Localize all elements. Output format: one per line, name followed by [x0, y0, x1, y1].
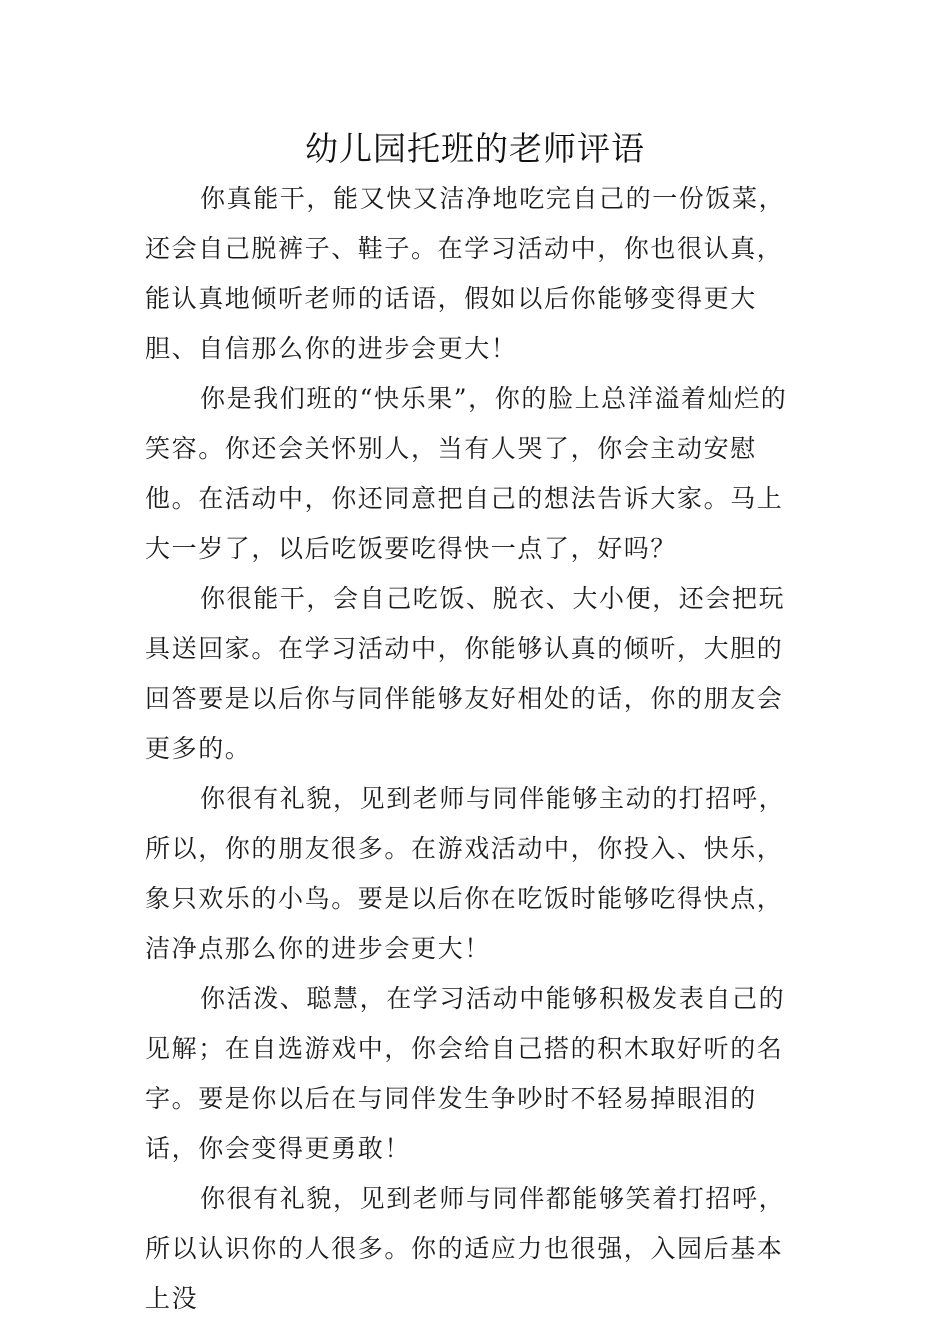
- paragraph-6: 你很有礼貌，见到老师与同伴都能够笑着打招呼，所以认识你的人很多。你的适应力也很强，入园后基本上没: [145, 1184, 786, 1313]
- document-title: 幼儿园托班的老师评语: [305, 129, 645, 168]
- paragraph-2: 你是我们班的“快乐果”，你的脸上总洋溢着灿烂的笑容。你还会关怀别人，当有人哭了，你会主动安慰他。在活动中，你还同意把自己的想法告诉大家。马上大一岁了，以后吃饭要吃得快一点了，好吗？: [145, 384, 788, 563]
- paragraph-5: 你活泼、聪慧，在学习活动中能够积极发表自己的见解；在自选游戏中，你会给自己搭的积木取好听的名字。要是你以后在与同伴发生争吵时不轻易掉眼泪的话，你会变得更勇敢！: [145, 984, 786, 1163]
- document-body: [145, 174, 805, 1324]
- paragraph-1: 你真能干，能又快又洁净地吃完自己的一份饭菜，还会自己脱裤子、鞋子。在学习活动中，你也很认真，能认真地倾听老师的话语，假如以后你能够变得更大胆、自信那么你的进步会更大！: [145, 184, 786, 363]
- paragraph-3: 你很能干，会自己吃饭、脱衣、大小便，还会把玩具送回家。在学习活动中，你能够认真的倾听，大胆的回答要是以后你与同伴能够友好相处的话，你的朋友会更多的。: [145, 584, 786, 763]
- paragraph-4: 你很有礼貌，见到老师与同伴能够主动的打招呼，所以，你的朋友很多。在游戏活动中，你投入、快乐，象只欢乐的小鸟。要是以后你在吃饭时能够吃得快点，洁净点那么你的进步会更大！: [145, 784, 786, 963]
